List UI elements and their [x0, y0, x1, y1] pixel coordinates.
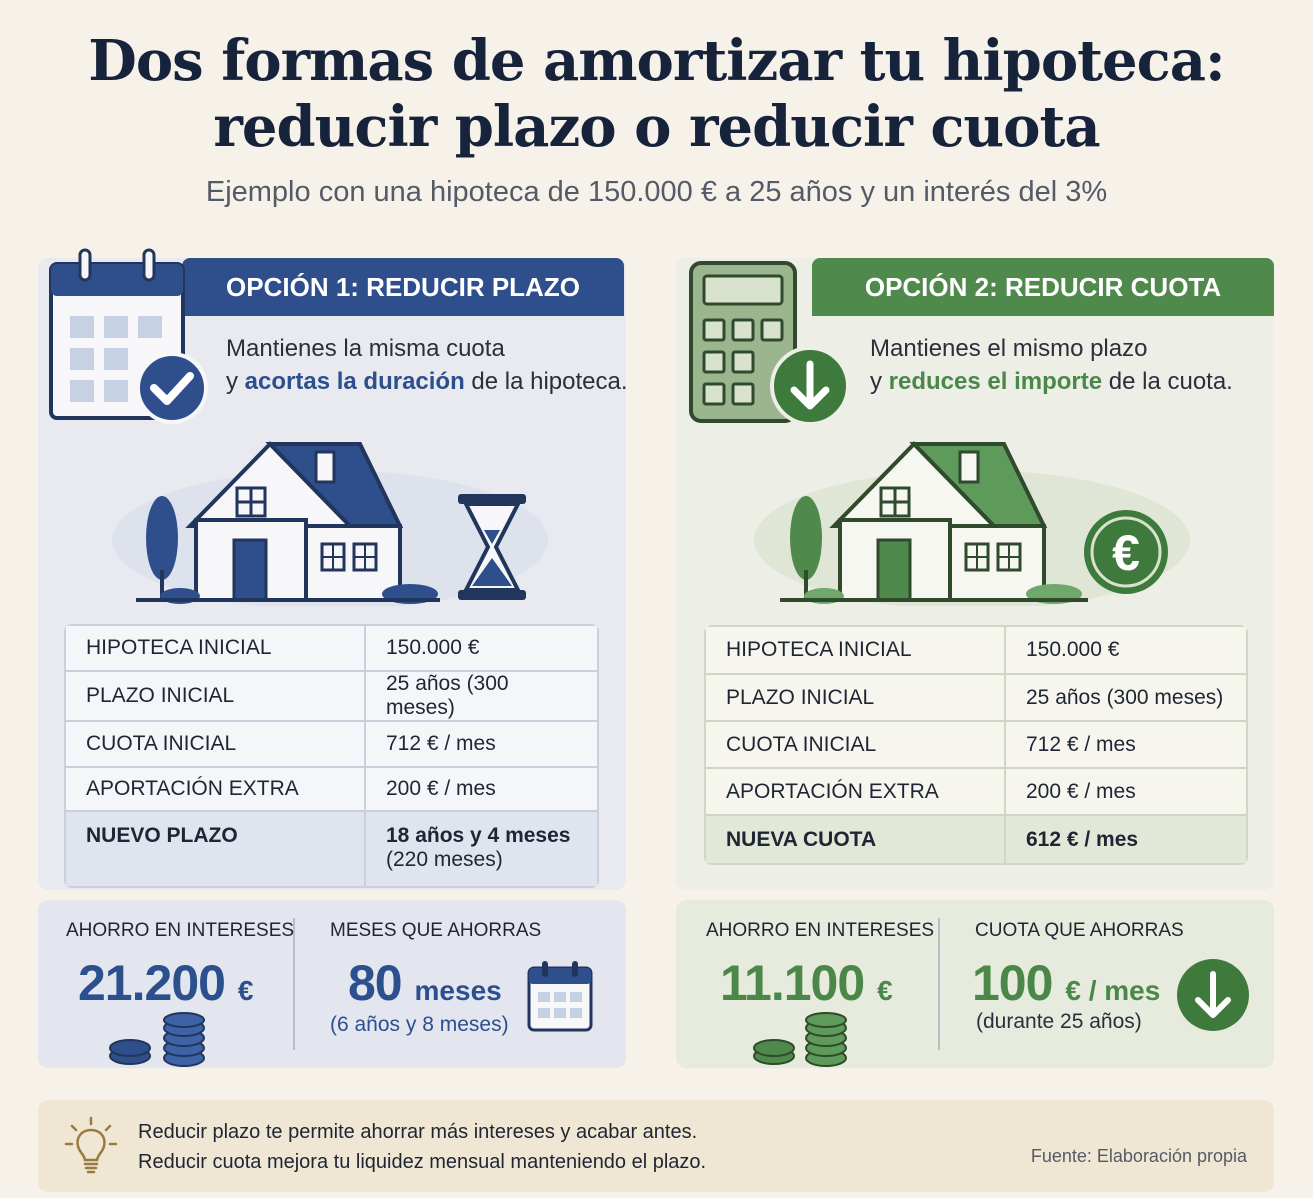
table-row: APORTACIÓN EXTRA 200 € / mes: [65, 767, 598, 811]
calendar-check-icon: [48, 246, 210, 428]
euro-coin-icon: [1084, 510, 1168, 594]
option1-months-sub: (6 años y 8 meses): [330, 1013, 509, 1036]
option2-header: OPCIÓN 2: REDUCIR CUOTA: [812, 258, 1274, 316]
option2-description: Mantienes el mismo plazo y reduces el importe de la cuota.: [870, 335, 1233, 395]
option1-interest-value: 21.200 €: [78, 955, 254, 1011]
table-row: CUOTA INICIAL 712 € / mes: [65, 721, 598, 767]
table-row: CUOTA INICIAL 712 € / mes: [705, 721, 1247, 768]
house-illustration-option1: [110, 430, 550, 606]
option1-highlight: acortas la duración: [244, 368, 465, 395]
table-row: HIPOTECA INICIAL 150.000 €: [705, 626, 1247, 674]
page-subtitle: Ejemplo con una hipoteca de 150.000 € a 25 años y un interés del 3%: [205, 176, 1108, 208]
option1-months-label: MESES QUE AHORRAS: [330, 920, 542, 941]
table-row-highlight: NUEVA CUOTA 612 € / mes: [705, 815, 1247, 864]
page-title: [0, 28, 1313, 160]
option2-table: [704, 625, 1248, 865]
calendar-icon: [526, 958, 594, 1034]
table-row: PLAZO INICIAL 25 años (300 meses): [65, 671, 598, 721]
table-row: PLAZO INICIAL 25 años (300 meses): [705, 674, 1247, 721]
option2-fee-sub: (durante 25 años): [976, 1010, 1142, 1033]
arrow-down-icon: [1176, 958, 1250, 1032]
option1-header: OPCIÓN 1: REDUCIR PLAZO: [182, 258, 624, 316]
table-row: APORTACIÓN EXTRA 200 € / mes: [705, 768, 1247, 815]
option2-fee-value: 100 € / mes: [972, 955, 1161, 1011]
calculator-icon: [688, 260, 854, 428]
coins-icon: [750, 1012, 858, 1068]
table-row-highlight: NUEVO PLAZO 18 años y 4 meses (220 meses): [65, 811, 598, 887]
option1-months-value: 80 meses: [348, 955, 502, 1011]
title-line-1: Dos formas de amortizar tu hipoteca:: [88, 28, 1225, 94]
title-line-2: reducir plazo o reducir cuota: [213, 94, 1100, 160]
footer-text: Reducir plazo te permite ahorrar más intereses y acabar antes. Reducir cuota mejora tu liquidez mensual manteniendo el plazo.: [138, 1121, 707, 1173]
house-illustration-option2: [752, 430, 1192, 606]
option2-interest-label: AHORRO EN INTERESES: [706, 920, 935, 941]
coins-icon: [104, 1012, 212, 1068]
option2-interest-value: 11.100 €: [720, 955, 893, 1011]
divider: [938, 918, 940, 1050]
option1-description: Mantienes la misma cuota y acortas la duración de la hipoteca.: [226, 335, 628, 395]
option2-highlight: reduces el importe: [888, 368, 1103, 395]
option1-table: [64, 624, 599, 888]
source-label: Fuente: Elaboración propia: [1030, 1146, 1247, 1166]
svg-text:€: €: [1112, 525, 1140, 581]
option2-fee-label: CUOTA QUE AHORRAS: [975, 920, 1184, 941]
lightbulb-icon: [64, 1116, 118, 1176]
option1-interest-label: AHORRO EN INTERESES: [66, 920, 295, 941]
table-row: HIPOTECA INICIAL 150.000 €: [65, 625, 598, 671]
